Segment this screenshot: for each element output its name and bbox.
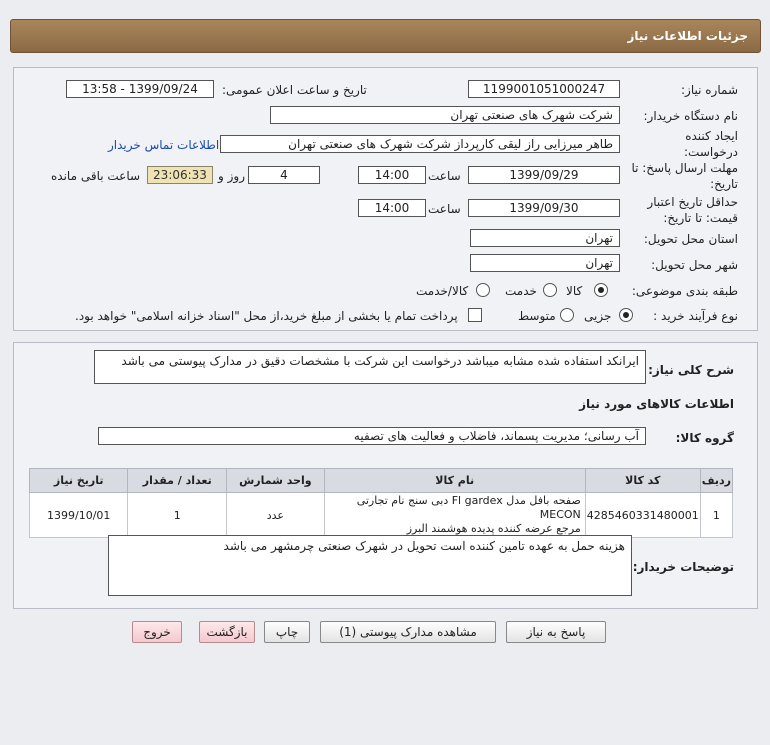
col-code: کد کالا <box>585 469 700 493</box>
col-row: ردیف <box>700 469 732 493</box>
buyer-notes-box: هزینه حمل به عهده تامین کننده است تحویل در شهرک صنعتی چرمشهر می باشد <box>108 535 632 596</box>
buyer-notes-label: توضیحات خریدار: <box>632 560 734 574</box>
days-label: روز و <box>218 169 245 183</box>
col-qty: تعداد / مقدار <box>128 469 227 493</box>
validity-time-label: ساعت <box>428 202 461 216</box>
goods-table-header <box>30 469 733 493</box>
cell-name-line1: صفحه بافل مدل Fl gardex دبی سنج نام تجارتی MECON <box>356 494 581 521</box>
category-both-radio[interactable] <box>476 283 490 297</box>
page-title: جزئیات اطلاعات نیاز <box>627 29 748 43</box>
validity-label: حداقل تاریخ اعتبار قیمت: تا تاریخ: <box>647 195 738 225</box>
announce-label: تاریخ و ساعت اعلان عمومی: <box>222 83 367 97</box>
reply-button[interactable]: پاسخ به نیاز <box>506 621 606 643</box>
category-goods-radio[interactable] <box>594 283 608 297</box>
col-date: تاریخ نیاز <box>30 469 128 493</box>
exit-button[interactable]: خروج <box>132 621 182 643</box>
remaining-label: ساعت باقی مانده <box>51 169 141 183</box>
print-button[interactable]: چاپ <box>264 621 310 643</box>
process-label: نوع فرآیند خرید : <box>653 309 738 323</box>
col-name: نام کالا <box>324 469 585 493</box>
page-header <box>10 19 761 53</box>
cell-name-line2: مرجع عرضه کننده پدیده هوشمند البرز <box>406 522 581 535</box>
need-number-label: شماره نیاز: <box>681 83 738 97</box>
table-row <box>30 493 733 538</box>
description-label: شرح کلی نیاز: <box>648 363 734 377</box>
description-box: ایرانکد استفاده شده مشابه میباشد درخواست این شرکت با مشخصات دقیق در مدارک پیوستی می باشد <box>94 350 646 384</box>
creator-field: طاهر میرزایی راز لیقی کارپرداز شرکت شهرک های صنعتی تهران <box>220 135 620 153</box>
cell-qty: 1 <box>128 493 227 538</box>
treasury-payment-note: پرداخت تمام یا بخشی از مبلغ خرید،از محل "اسناد خزانه اسلامی" خواهد بود. <box>75 309 458 323</box>
process-medium-label: متوسط <box>518 309 556 323</box>
category-goods-label: کالا <box>566 284 583 298</box>
process-medium-radio[interactable] <box>560 308 574 322</box>
buyer-org-label: نام دستگاه خریدار: <box>643 109 738 123</box>
goods-section-title: اطلاعات کالاهای مورد نیاز <box>579 397 734 411</box>
deadline-label: مهلت ارسال پاسخ: تا تاریخ: <box>631 161 738 191</box>
category-service-label: خدمت <box>505 284 537 298</box>
goods-group-field: آب رسانی؛ مدیریت پسماند، فاضلاب و فعالیت های تصفیه <box>98 427 646 445</box>
goods-table <box>29 468 733 538</box>
validity-time-field: 14:00 <box>358 199 426 217</box>
remaining-time-field: 23:06:33 <box>147 166 213 184</box>
cell-name <box>324 493 585 538</box>
buyer-org-field: شرکت شهرک های صنعتی تهران <box>270 106 620 124</box>
treasury-payment-checkbox[interactable] <box>468 308 482 322</box>
city-field: تهران <box>470 254 620 272</box>
deadline-time-label: ساعت <box>428 169 461 183</box>
col-unit: واحد شمارش <box>227 469 324 493</box>
city-label: شهر محل تحویل: <box>651 258 738 272</box>
announce-field: 1399/09/24 - 13:58 <box>66 80 214 98</box>
validity-date-field: 1399/09/30 <box>468 199 620 217</box>
province-field: تهران <box>470 229 620 247</box>
need-number-field: 1199001051000247 <box>468 80 620 98</box>
province-label: استان محل تحویل: <box>643 232 738 246</box>
category-label: طبقه بندی موضوعی: <box>631 284 738 298</box>
category-service-radio[interactable] <box>543 283 557 297</box>
process-minor-radio[interactable] <box>619 308 633 322</box>
creator-label: ایجاد کننده درخواست: <box>684 129 738 159</box>
cell-code: 4285460331480001 <box>585 493 700 538</box>
category-both-label: کالا/خدمت <box>416 284 469 298</box>
back-button[interactable]: بازگشت <box>199 621 255 643</box>
cell-date: 1399/10/01 <box>30 493 128 538</box>
days-field: 4 <box>248 166 320 184</box>
cell-unit: عدد <box>227 493 324 538</box>
process-minor-label: جزیی <box>584 309 612 323</box>
deadline-time-field: 14:00 <box>358 166 426 184</box>
goods-group-label: گروه کالا: <box>675 431 734 445</box>
buyer-contact-link[interactable]: اطلاعات تماس خریدار <box>108 138 220 152</box>
deadline-date-field: 1399/09/29 <box>468 166 620 184</box>
attachments-button[interactable]: مشاهده مدارک پیوستی (1) <box>320 621 496 643</box>
cell-row: 1 <box>700 493 732 538</box>
